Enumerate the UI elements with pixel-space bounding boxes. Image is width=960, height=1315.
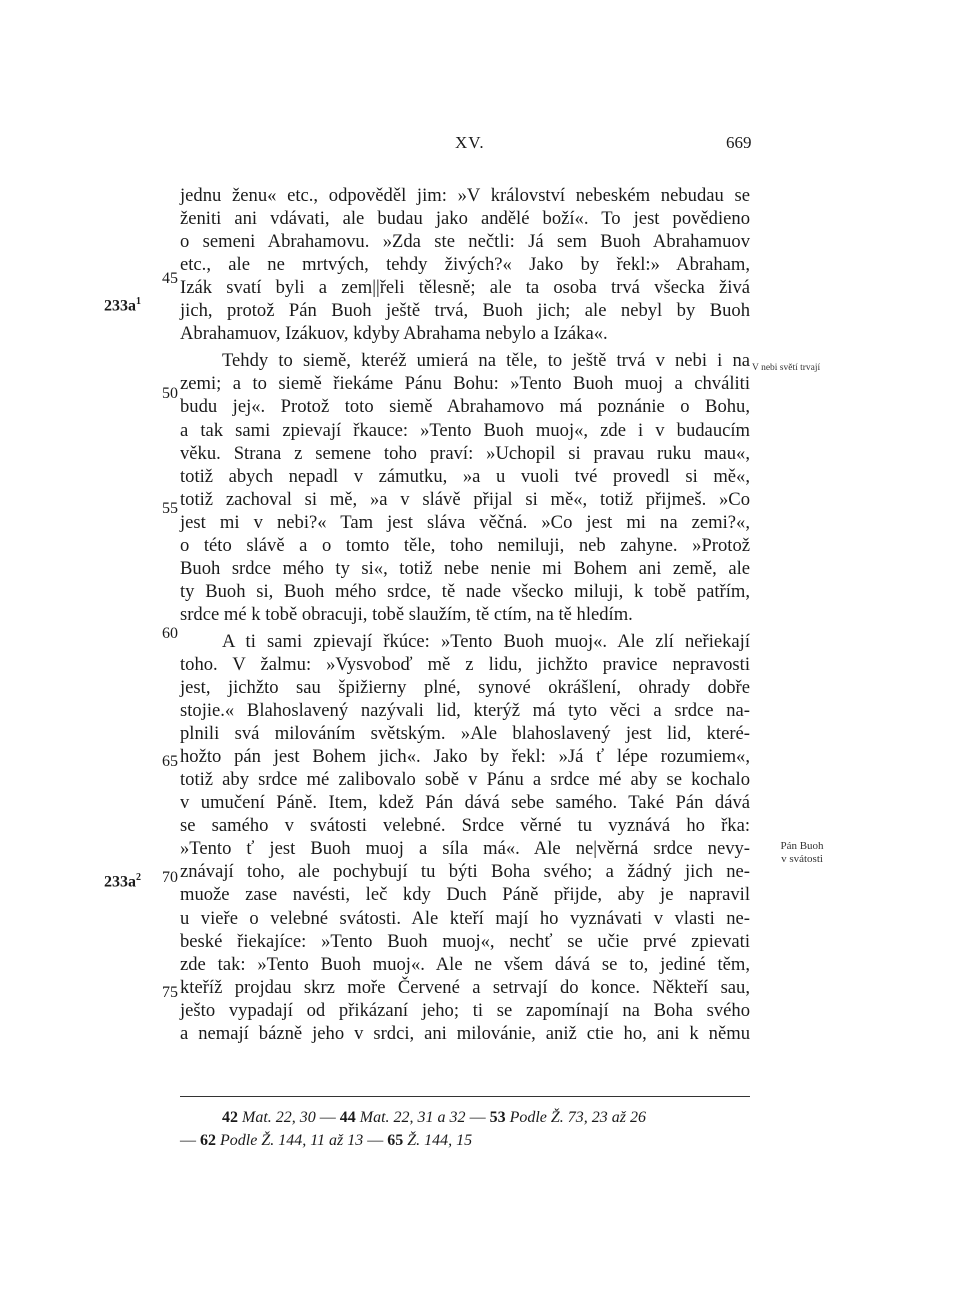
running-header — [0, 133, 960, 157]
text-line: a nemají bázně jeho v srdci, ani milovánie, aniž ctie ho, ani k němu — [180, 1023, 750, 1044]
text-line: stojie.« Blahoslavený nazývali lid, kterýž má tyto věci a srdce na- — [180, 700, 750, 721]
line-number: 65 — [162, 753, 178, 770]
text-line: hožto pán jest Bohem jich«. Jako by řekl: »Já ť lépe rozumiem«, — [180, 746, 750, 767]
text-line: ty Buoh si, Buoh mého srdce, tě nade všecko miluji, k tobě patřím, — [180, 581, 750, 602]
folio-marker: $233a^2$ — [104, 872, 141, 891]
text-line: o této slávě a o tomto těle, toho nemiluji, neb zahyne. »Protož — [180, 535, 750, 556]
text-line: zde tak: »Tento Buoh muoj«. Ale ne všem dává se to, jediné těm, — [180, 954, 750, 975]
margin-note: V nebi světí trvají — [752, 363, 821, 373]
text-line: totiž abych nepadl v zámutku, »a u vuoli tvé provedl si mě«, — [180, 466, 750, 487]
text-line: plnili svá milováním světským. »Ale blahoslavený jest lid, které- — [180, 723, 750, 744]
text-line: srdce mé k tobě obracuji, tobě slaužím, tě ctím, na tě hledím. — [180, 604, 633, 625]
text-line: zemi; a to siemě řiekáme Pánu Bohu: »Tento Buoh muoj a chváliti — [180, 373, 750, 394]
footnote-rule — [180, 1096, 750, 1097]
text-line: totiž zachoval si mě, »a v slávě přijal si mě«, totiž přijmeš. »Co — [180, 489, 750, 510]
text-line: Izák svatí byli a zem||řeli tělesně; ale ta osoba trvá všecka živá — [180, 277, 750, 298]
text-line: a tak sami zpievají řkauce: »Tento Buoh muoj«, zde i v budaucím — [180, 420, 750, 441]
text-line: toho. V žalmu: »Vysvoboď mě z lidu, jichžto pravice nepravosti — [180, 654, 750, 675]
text-line: jednu ženu« etc., odpověděl jim: »V království nebeském nebudau se — [180, 185, 750, 206]
text-line: beské řiekajíce: »Tento Buoh muoj«, nechť se učie prvé zpievati — [180, 931, 750, 952]
folio-marker: $233a^1$ — [104, 296, 141, 315]
line-number: 60 — [162, 625, 178, 642]
text-line: kteříž projdau skrz moře Červené a setrvají do konce. Někteří sau, — [180, 977, 750, 998]
line-number: 50 — [162, 385, 178, 402]
line-number: 70 — [162, 869, 178, 886]
text-line: Buoh srdce mého ty si«, totiž nebe nenie mi Bohem ani země, ale — [180, 558, 750, 579]
text-line: v umučení Páně. Item, kdež Pán dává sebe samého. Také Pán dává — [180, 792, 750, 813]
footnote-line: — 62 Podle Ž. 144, 11 až 13 — 65 Ž. 144, 15 — [180, 1132, 473, 1149]
line-number: 55 — [162, 500, 178, 517]
text-line: věku. Strana z semene toho praví: »Uchopil si pravau ruku mau«, — [180, 443, 750, 464]
line-number: 75 — [162, 984, 178, 1001]
text-line: etc., ale ne mrtvých, tehdy živých?« Jako by řekl:» Abraham, — [180, 254, 750, 275]
text-line: »Tento ť jest Buoh muoj a síla má«. Ale ne|věrná srdce nevy- — [180, 838, 750, 859]
text-line: jest mi v nebi?« Tam jest sláva věčná. »Co jest mi na zemi?«, — [180, 512, 750, 533]
text-line: A ti sami zpievají řkúce: »Tento Buoh muoj«. Ale zlí neřiekají — [222, 631, 750, 652]
text-line: znávají toho, ale pochybují tu býti Boha svého; a žádný jich ne- — [180, 861, 750, 882]
text-line: jest, jichžto sau špižierny plné, synové okrášlení, ohrady dobře — [180, 677, 750, 698]
chapter-title: XV. — [455, 133, 485, 152]
margin-note: Pán Buoh v svátosti — [780, 840, 824, 865]
text-line: totiž aby srdce mé zalibovalo sobě v Pánu a srdce mé aby se kochalo — [180, 769, 750, 790]
text-line: Tehdy to siemě, kteréž umierá na těle, to ještě trvá v nebi i na — [222, 350, 750, 371]
text-line: muože zase navésti, leč kdy Duch Páně přijde, aby je napravil — [180, 884, 750, 905]
text-line: ženiti ani vdávati, ale budau jako andělé boží«. To jest povědieno — [180, 208, 750, 229]
text-line: o semeni Abrahamovu. »Zda ste nečtli: Já sem Buoh Abrahamuov — [180, 231, 750, 252]
text-line: se samého v svátosti velebné. Srdce věrné tu vyznává ho řka: — [180, 815, 750, 836]
text-line: u vieře o velebné svátosti. Ale kteří mají ho vyznávati v vlasti ne- — [180, 908, 750, 929]
text-line: budu jej«. Protož toto siemě Abrahamovo má poznánie o Bohu, — [180, 396, 750, 417]
text-line: Abrahamuov, Izákuov, kdyby Abrahama nebylo a Izáka«. — [180, 323, 608, 344]
footnote-line: 42 Mat. 22, 30 — 44 Mat. 22, 31 a 32 — 53 Podle Ž. 73, 23 až 26 — [222, 1109, 647, 1126]
text-line: jich, protož Pán Buoh ještě trvá, Buoh jich; ale nebyl by Buoh — [180, 300, 750, 321]
text-line: ješto vypadají od přikázaní jeho; ti se zapomínají na Boha svého — [180, 1000, 750, 1021]
page-number: 669 — [726, 133, 752, 152]
line-number: 45 — [162, 270, 178, 287]
